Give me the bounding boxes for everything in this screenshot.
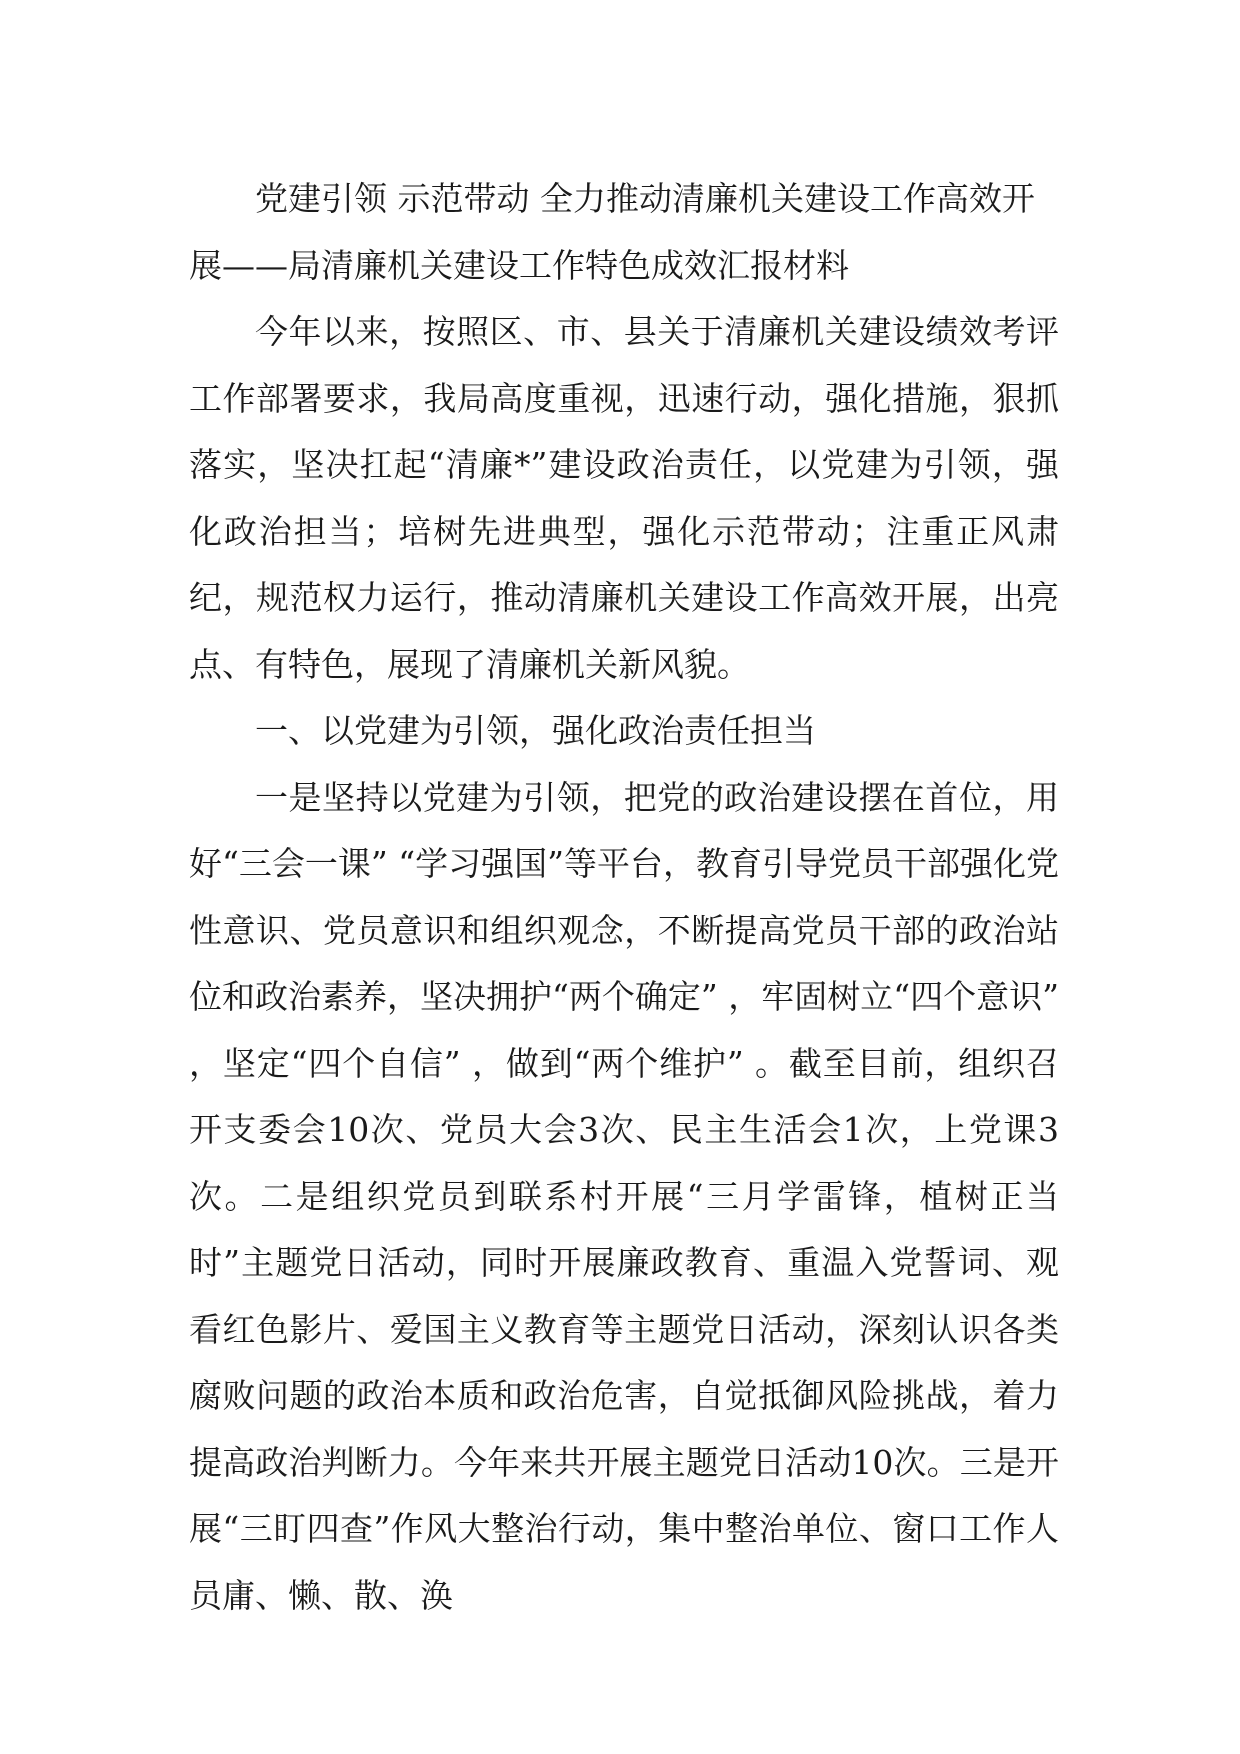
document-title — [189, 166, 1059, 299]
intro-paragraph: 今年以来，按照区、市、县关于清廉机关建设绩效考评工作部署要求，我局高度重视，迅速行动，强化措施，狠抓落实，坚决扛起“清廉*”建设政治责任，以党建为引领，强化政治担当；培树先进典型，强化示范带动；注重正风肃纪，规范权力运行，推动清廉机关建设工作高效开展，出亮点、有特色，展现了清廉机关新风貌。 — [189, 312, 1059, 684]
section-heading-1: 一、以党建为引领，强化政治责任担当 — [255, 711, 816, 750]
body-paragraph: 一是坚持以党建为引领，把党的政治建设摆在首位，用好“三会一课” “学习强国”等平台，教育引导党员干部强化党性意识、党员意识和组织观念，不断提高党员干部的政治站位和政治素养，坚决拥护“两个确定” ，牢固树立“四个意识” ，坚定“四个自信” ，做到“两个维护” 。截至目前，组织召开支委会10次、党员大会3次、民主生活会1次，上党课3次。二是组织党员到联系村开展“三月学雷锋，植树正当时”主题党日活动，同时开展廉政教育、重温入党誓词、观看红色影片、爱国主义教育等主题党日活动，深刻认识各类腐败问题的政治本质和政治危害，自觉抵御风险挑战，着力提高政治判断力。今年来共开展主题党日活动10次。三是开展“三盯四查”作风大整治行动，集中整治单位、窗口工作人员庸、懒、散、涣 — [189, 777, 1059, 1615]
document-body — [189, 166, 1059, 1629]
title-line-2: 展——局清廉机关建设工作特色成效汇报材料 — [189, 245, 849, 285]
title-line-1: 党建引领 示范带动 全力推动清廉机关建设工作高效开 — [255, 179, 1035, 218]
